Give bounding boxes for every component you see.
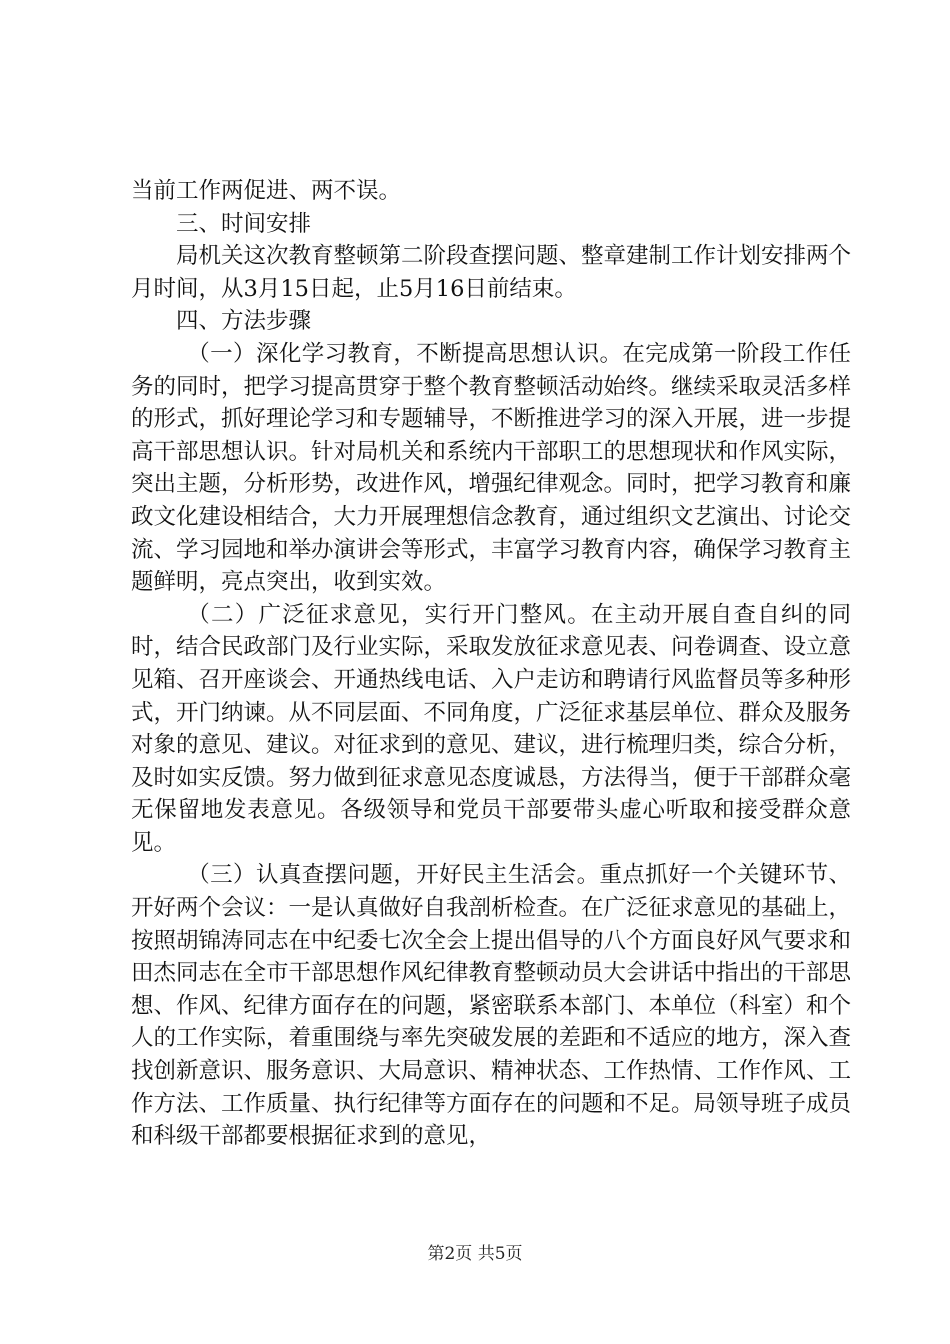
paragraph-method-three: （三）认真查摆问题，开好民主生活会。重点抓好一个关键环节、开好两个会议：一是认真做好自我剖析检查。在广泛征求意见的基础上，按照胡锦涛同志在中纪委七次全会上提出倡导的八个方面良好风气要求和田杰同志在全市干部思想作风纪律教育整顿动员大会讲话中指出的干部思想、作风、纪律方面存在的问题，紧密联系本部门、本单位（科室）和个人的工作实际，着重围绕与率先突破发展的差距和不适应的地方，深入查找创新意识、服务意识、大局意识、精神状态、工作热情、工作作风、工作方法、工作质量、执行纪律等方面存在的问题和不足。局领导班子成员和科级干部都要根据征求到的意见，: [131, 862, 852, 1150]
paragraph-method-two: （二）广泛征求意见，实行开门整风。在主动开展自查自纠的同时，结合民政部门及行业实际，采取发放征求意见表、问卷调查、设立意见箱、召开座谈会、开通热线电话、入户走访和聘请行风监督员等多种形式，开门纳谏。从不同层面、不同角度，广泛征求基层单位、群众及服务对象的意见、建议。对征求到的意见、建议，进行梳理归类，综合分析，及时如实反馈。努力做到征求意见态度诚恳，方法得当，便于干部群众毫无保留地发表意见。各级领导和党员干部要带头虚心听取和接受群众意见。: [131, 601, 852, 856]
paragraph-time-schedule: 局机关这次教育整顿第二阶段查摆问题、整章建制工作计划安排两个月时间，从3月15日起，止5月16日前结束。: [131, 243, 852, 302]
page-number-footer: 第2页 共5页: [427, 1244, 523, 1264]
paragraph-continuation: 当前工作两促进、两不误。: [131, 178, 402, 204]
document-body: [131, 175, 851, 1153]
section-heading-time-schedule: 三、时间安排: [176, 210, 312, 237]
section-heading-methods: 四、方法步骤: [176, 308, 312, 335]
paragraph-method-one: （一）深化学习教育，不断提高思想认识。在完成第一阶段工作任务的同时，把学习提高贯穿于整个教育整顿活动始终。继续采取灵活多样的形式，抓好理论学习和专题辅导，不断推进学习的深入开展，进一步提高干部思想认识。针对局机关和系统内干部职工的思想现状和作风实际，突出主题，分析形势，改进作风，增强纪律观念。同时，把学习教育和廉政文化建设相结合，大力开展理想信念教育，通过组织文艺演出、讨论交流、学习园地和举办演讲会等形式，丰富学习教育内容，确保学习教育主题鲜明，亮点突出，收到实效。: [131, 340, 852, 596]
